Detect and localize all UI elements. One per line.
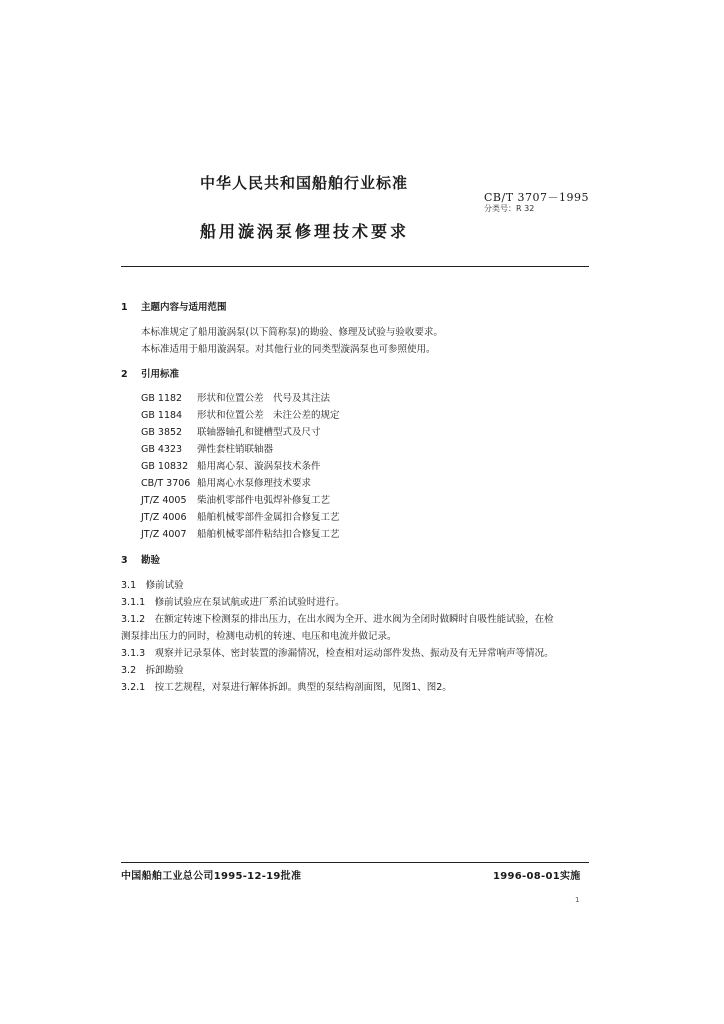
clause-line: 测泵排出压力的同时，检测电动机的转速、电压和电流并做记录。 [121, 631, 397, 642]
reference-item [141, 475, 311, 489]
reference-title: 船舶机械零部件粘结扣合修复工艺 [197, 529, 340, 540]
section-1-number: 1 [121, 302, 128, 313]
reference-title: 联轴器轴孔和键槽型式及尺寸 [197, 427, 321, 438]
footer-divider [121, 862, 589, 863]
effective-date: 1996-08-01实施 [493, 871, 581, 882]
header-divider [121, 266, 589, 267]
section-1-title: 主题内容与适用范围 [141, 302, 227, 313]
reference-code: GB 3852 [141, 427, 183, 438]
section-3-number: 3 [121, 555, 128, 566]
reference-code: GB 1182 [141, 393, 183, 404]
reference-item [141, 526, 340, 540]
clause-line: 3.2.1 按工艺规程，对泵进行解体拆卸。典型的泵结构剖面图，见图1、图2。 [121, 682, 452, 693]
section-2-title: 引用标准 [141, 369, 180, 380]
section-1-paragraph: 本标准规定了船用漩涡泵(以下简称泵)的勘验、修理及试验与验收要求。 [141, 327, 443, 338]
reference-title: 形状和位置公差 代号及其注法 [197, 393, 331, 404]
clause-line: 3.1.2 在额定转速下检测泵的排出压力，在出水阀为全开、进水阀为全闭时做瞬时自吸性能试验，在检 [121, 614, 554, 625]
section-3-heading [121, 552, 160, 566]
reference-title: 形状和位置公差 未注公差的规定 [197, 410, 340, 421]
reference-code: JT/Z 4005 [141, 495, 187, 506]
reference-code: CB/T 3706 [141, 478, 191, 489]
reference-title: 弹性套柱销联轴器 [197, 444, 274, 455]
clause-line: 3.1.1 修前试验应在泵试航或进厂系泊试验时进行。 [121, 597, 345, 608]
section-2-number: 2 [121, 369, 128, 380]
clause-line: 3.1.3 观察并记录泵体、密封装置的渗漏情况，检查相对运动部件发热、振动及有无异常响声等情况。 [121, 648, 554, 659]
section-3-title: 勘验 [141, 555, 161, 566]
reference-item [141, 458, 321, 472]
reference-title: 船舶机械零部件金属扣合修复工艺 [197, 512, 340, 523]
reference-code: GB 10832 [141, 461, 189, 472]
reference-code: JT/Z 4007 [141, 529, 187, 540]
reference-title: 船用离心泵、漩涡泵技术条件 [197, 461, 321, 472]
reference-title: 船用离心水泵修理技术要求 [197, 478, 312, 489]
standard-number: CB/T 3707－1995 [484, 191, 590, 204]
reference-item [141, 390, 330, 404]
document-title: 船用漩涡泵修理技术要求 [200, 222, 410, 241]
clause-line: 3.1 修前试验 [121, 580, 184, 591]
reference-item [141, 509, 340, 523]
section-1-paragraph: 本标准适用于船用漩涡泵。对其他行业的同类型漩涡泵也可参照使用。 [141, 344, 436, 355]
org-title: 中华人民共和国船舶行业标准 [200, 174, 409, 192]
section-2-heading [121, 366, 179, 380]
reference-item [141, 441, 273, 455]
reference-code: JT/Z 4006 [141, 512, 187, 523]
clause-line: 3.2 拆卸勘验 [121, 665, 184, 676]
approval-statement: 中国船舶工业总公司1995-12-19批准 [121, 871, 302, 882]
reference-code: GB 1184 [141, 410, 183, 421]
classification-number: 分类号：R 32 [484, 204, 535, 213]
reference-item [141, 407, 340, 421]
page-number: 1 [575, 896, 580, 904]
reference-item [141, 492, 330, 506]
section-1-heading [121, 299, 227, 313]
reference-title: 柴油机零部件电弧焊补修复工艺 [197, 495, 331, 506]
reference-item [141, 424, 321, 438]
reference-code: GB 4323 [141, 444, 183, 455]
